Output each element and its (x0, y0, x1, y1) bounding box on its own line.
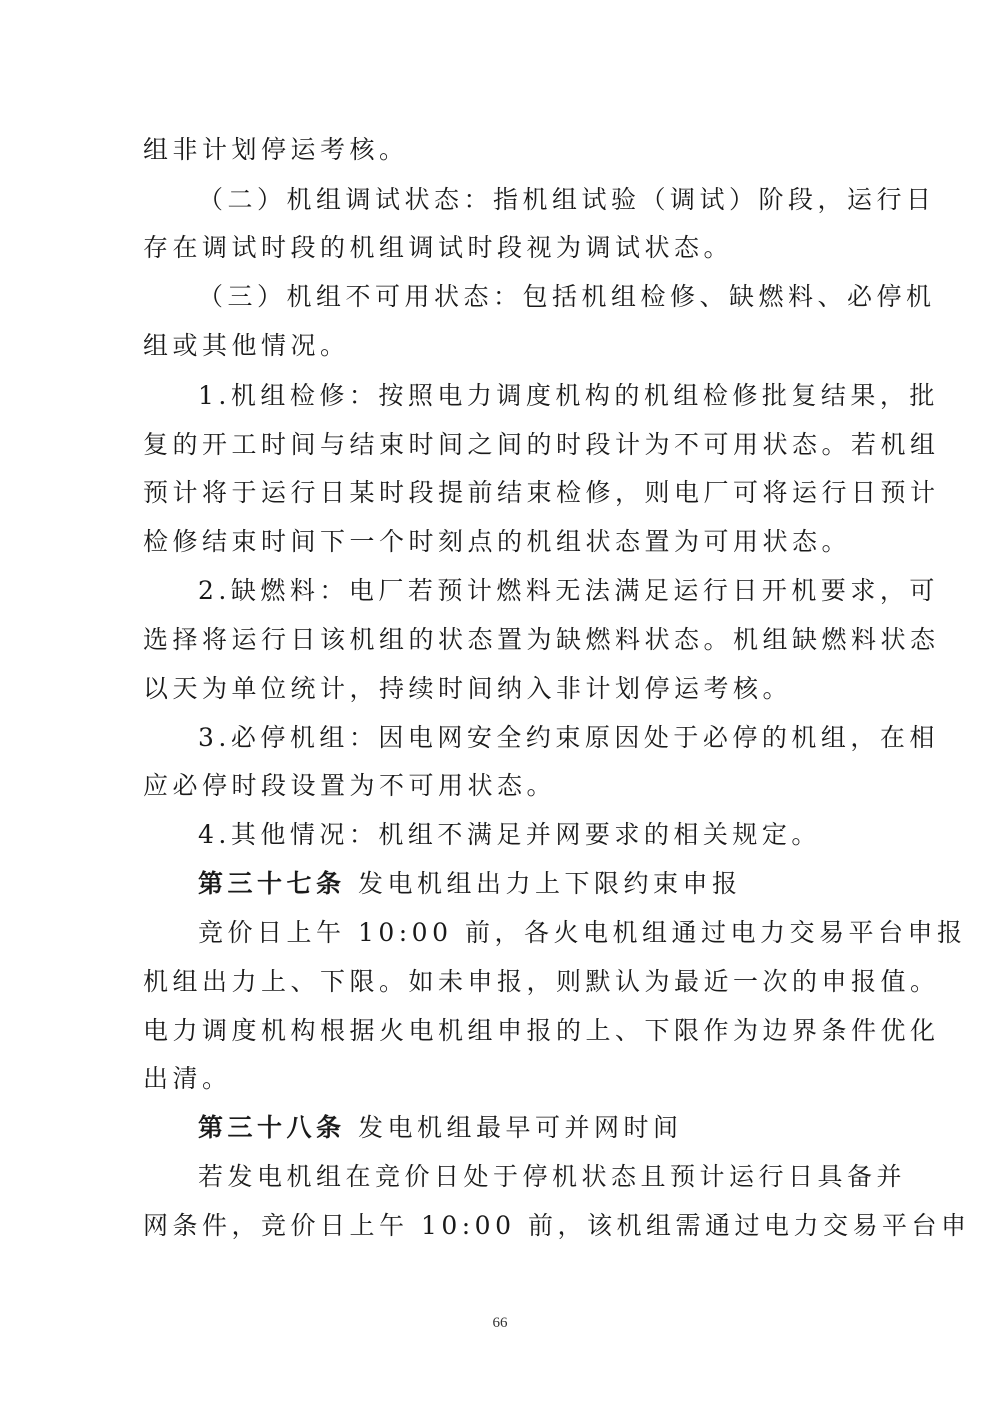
page-number: 66 (492, 1315, 508, 1331)
text-line: 3.必停机组：因电网安全约束原因处于必停的机组，在相 (198, 723, 939, 752)
text-line: 网条件，竞价日上午 10:00 前，该机组需通过电力交易平台申 (143, 1211, 971, 1240)
article-number: 第三十七条 (198, 869, 346, 898)
text-line: 4.其他情况：机组不满足并网要求的相关规定。 (198, 820, 821, 849)
text-line: 复的开工时间与结束时间之间的时段计为不可用状态。若机组 (143, 430, 940, 459)
article-heading-37 (198, 866, 863, 906)
text-line: （二）机组调试状态：指机组试验（调试）阶段，运行日 (198, 185, 936, 214)
text-line: 1.机组检修：按照电力调度机构的机组检修批复结果，批 (198, 381, 939, 410)
text-line: 组或其他情况。 (143, 331, 350, 360)
text-line: 组非计划停运考核。 (143, 135, 409, 164)
text-line: 2.缺燃料：电厂若预计燃料无法满足运行日开机要求，可 (198, 576, 939, 605)
text-line: 机组出力上、下限。如未申报，则默认为最近一次的申报值。 (143, 967, 940, 996)
article-title: 发电机组出力上下限约束申报 (357, 869, 742, 898)
text-line: 电力调度机构根据火电机组申报的上、下限作为边界条件优化 (143, 1016, 940, 1045)
article-heading-38 (198, 1110, 863, 1150)
text-line: 竞价日上午 10:00 前，各火电机组通过电力交易平台申报 (198, 918, 967, 947)
text-line: 若发电机组在竞价日处于停机状态且预计运行日具备并 (198, 1162, 907, 1191)
text-line: 检修结束时间下一个时刻点的机组状态置为可用状态。 (143, 527, 852, 556)
text-line: 应必停时段设置为不可用状态。 (143, 771, 557, 800)
article-title: 发电机组最早可并网时间 (357, 1113, 683, 1142)
text-line: 以天为单位统计，持续时间纳入非计划停运考核。 (143, 674, 793, 703)
article-number: 第三十八条 (198, 1113, 346, 1142)
text-line: 预计将于运行日某时段提前结束检修，则电厂可将运行日预计 (143, 478, 940, 507)
text-line: 选择将运行日该机组的状态置为缺燃料状态。机组缺燃料状态 (143, 625, 940, 654)
text-line: 出清。 (143, 1064, 232, 1093)
text-line: 存在调试时段的机组调试时段视为调试状态。 (143, 233, 734, 262)
text-line: （三）机组不可用状态：包括机组检修、缺燃料、必停机 (198, 282, 936, 311)
